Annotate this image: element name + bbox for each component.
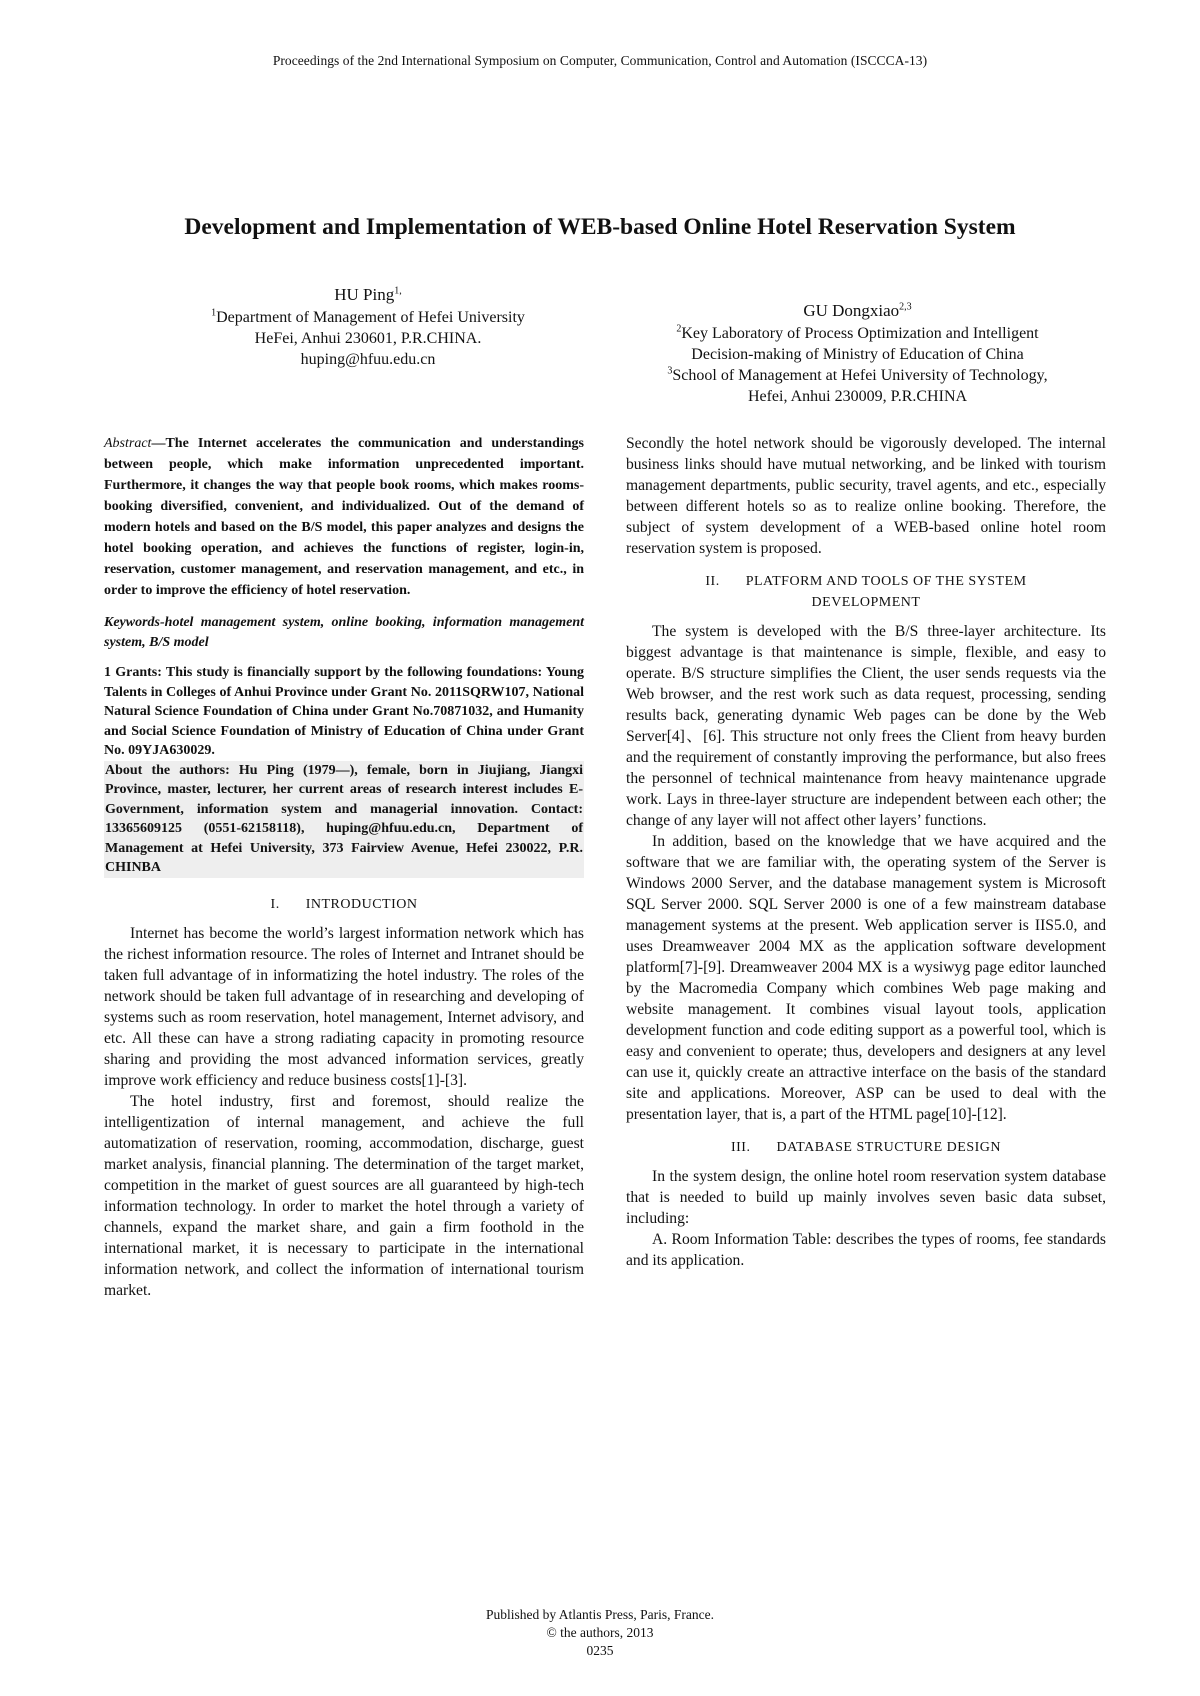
section-heading-platform: II. PLATFORM AND TOOLS OF THE SYSTEM DEVELOPMENT: [705, 574, 1027, 610]
database-paragraph-1: In the system design, the online hotel room reservation system database that is needed to build up mainly involves seven basic data subset, including:: [626, 1168, 1106, 1227]
author-affiliation-2-line2: Decision-making of Ministry of Education of China: [691, 346, 1024, 363]
author-email-left: huping@hfuu.edu.cn: [300, 351, 436, 368]
section-heading-introduction: I. INTRODUCTION: [270, 896, 418, 912]
platform-paragraph-2: In addition, based on the knowledge that we have acquired and the software that we are familiar with, the operating system of the Server is Windows 2000 Server, and the database management system is Microsoft SQL Server 2000. SQL Server 2000 is one of a few mainstream database management systems at the present. Web application server is IIS5.0, and uses Dreamweaver 2004 MX as the application software development platform[7]-[9]. Dreamweaver 2004 MX is a wysiwyg page editor launched by the Macromedia Company which combines Web page making and website management. It combines visual layout tools, application development function and code editing support as a powerful tool, which is easy and convenient to operate; thus, developers and designers at any level can use it, quickly create an attractive interface on the basis of the standard site and applications. Moreover, ASP can be used to deal with the presentation layer, that is, a part of the HTML page[10]-[12].: [626, 833, 1106, 1123]
footer-publisher: Published by Atlantis Press, Paris, France.: [486, 1607, 714, 1622]
author-affiliation-2: $^2$Key Laboratory of Process Optimization and Intelligent: [676, 323, 1039, 342]
abstract: Abstract—The Internet accelerates the communication and understandings between people, which make information unprecedented important. Furthermore, it changes the way that people book rooms, which makes rooms-booking diversified, convenient, and individualized. Out of the demand of modern hotels and based on the B/S model, this paper analyzes and designs the hotel booking operation, and achieves the functions of register, login-in, reservation, customer management, and reservation management, and etc., in order to improve the efficiency of hotel reservation.: [104, 436, 584, 598]
author-block-left: [128, 284, 608, 370]
intro-paragraph-3: Secondly the hotel network should be vigorously developed. The internal business links should have mutual networking, and be linked with tourism management departments, public security, travel agents, and etc., especially between different hotels so as to realize online booking. Therefore, the subject of system development of a WEB-based online hotel room reservation system is proposed.: [626, 435, 1106, 557]
section-heading-database: III. DATABASE STRUCTURE DESIGN: [730, 1140, 1001, 1155]
author-name-right: GU Dongxiao$^{2,3}$: [803, 301, 912, 320]
author-address-left: HeFei, Anhui 230601, P.R.CHINA.: [254, 330, 482, 347]
running-head: Proceedings of the 2nd International Symposium on Computer, Communication, Control and Automation (ISCCCA-13): [272, 53, 928, 68]
left-column: [104, 433, 584, 1301]
intro-paragraph-1: Internet has become the world’s largest information network which has the richest information resource. The roles of Internet and Intranet should be taken full advantage of in informatizing the hotel industry. The roles of the network should be taken full advantage of in researching and developing of systems such as room reservation, hotel management, Internet advisory, and etc. All these can have a strong radiating capacity in promoting resource sharing and providing the most advanced information services, greatly improve work efficiency and reduce business costs[1]-[3].: [104, 924, 584, 1089]
platform-paragraph-1: The system is developed with the B/S three-layer architecture. Its biggest advantage is that maintenance is simple, flexible, and easy to operate. B/S structure simplifies the Client, the user sends requests via the Web browser, and the rest work such as data request, processing, sending results back, generating dynamic Web pages can be done by the Web Server[4]、[6]. This structure not only frees the Client from heavy burden and the requirement of constantly improving the performance, but also frees the personnel of technical maintenance from heavy maintenance upgrade work. Lays in three-layer structure are independent between each other; the change of any layer will not affect other layers’ functions.: [626, 623, 1106, 829]
intro-paragraph-2: The hotel industry, first and foremost, should realize the intelligentization of internal management, and achieve the full automatization of reservation, rooming, accommodation, discharge, guest market analysis, financial planning. The determination of the target market, competition in the market of guest sources are all guaranteed by high-tech information technology. In order to market the hotel through a variety of channels, expand the market share, and gain a firm foothold in the international market, it is necessary to participate in the international information network, and collect the information of international tourism market.: [104, 1092, 584, 1299]
footer-page-number: 0235: [586, 1643, 614, 1658]
author-affiliation-3: $^3$School of Management at Hefei University of Technology,: [667, 365, 1048, 384]
footer-copyright: © the authors, 2013: [546, 1625, 654, 1640]
about-authors-note: About the authors: Hu Ping (1979—), female, born in Jiujiang, Jiangxi Province, master, lecturer, her current areas of research interest includes E-Government, information system and managerial innovation. Contact: 13365609125 (0551-62158118), huping@hfuu.edu.cn, Department of Management at Hefei University, 373 Fairview Avenue, Hefei 230022, P.R. CHINBA: [104, 761, 584, 878]
page-footer: [0, 1606, 1200, 1660]
author-affiliation-3-line2: Hefei, Anhui 230009, P.R.CHINA: [747, 388, 968, 405]
author-block-right: [595, 300, 1120, 407]
author-name-left: HU Ping$^{1,}$: [334, 285, 402, 304]
keywords: Keywords-hotel management system, online booking, information management system, B/S model: [104, 615, 584, 650]
author-affiliation-left: $^1$Department of Management of Hefei University: [211, 307, 525, 326]
paper-title: Development and Implementation of WEB-based Online Hotel Reservation System: [184, 214, 1016, 240]
right-column: [626, 433, 1106, 1271]
database-paragraph-2: A. Room Information Table: describes the types of rooms, fee standards and its application.: [626, 1231, 1106, 1269]
grants-note: 1 Grants: This study is financially support by the following foundations: Young Talents in Colleges of Anhui Province under Grant No. 2011SQRW107, National Natural Science Foundation of China under Grant No.70871032, and Humanity and Social Science Foundation of Ministry of Education of China under Grant No. 09YJA630029.: [104, 665, 584, 758]
